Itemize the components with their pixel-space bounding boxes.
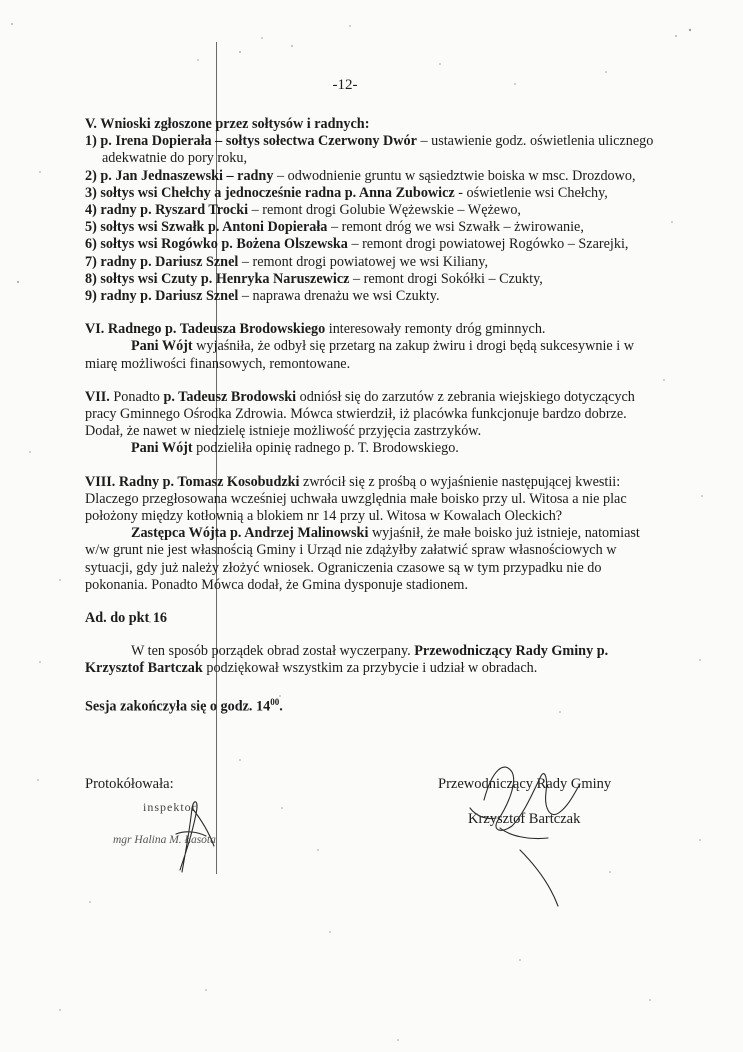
proposal-item-2: 2) p. Jan Jednaszewski – radny – odwodnienie gruntu w sąsiedztwie boiska w msc. Drozdowo, [85,167,636,184]
section-8-paragraph: VIII. Radny p. Tomasz Kosobudzki zwrócił się z prośbą o wyjaśnienie następującej kwestii: Dlaczego przegłosowana wcześniej uchwała uwzględnia małe boisko przy ul. Witosa a nie plac położony między kotłownią a blokiem nr 14 przy ul. Witosa w Kowalach Oleckich? [85,473,627,525]
page-number: -12- [332,77,358,93]
stamp-inspector-title: inspektor [143,800,197,814]
section-6-paragraph: VI. Radnego p. Tadeusza Brodowskiego interesowały remonty dróg gminnych. [85,321,546,338]
proposal-item-6: 6) sołtys wsi Rogówko p. Bożena Olszewska – remont drogi powiatowej Rogówko – Szarejki, [85,236,629,253]
section-8-reply: Zastępca Wójta p. Andrzej Malinowski wyjaśnił, że małe boisko już istnieje, natomiast w/w grunt nie jest własnością Gminy i Urząd nie zdążyłby załatwić spraw własnościowych w sytuacji, gdy już należy złożyć wniosek. Ograniczenia czasowe są w tym przypadku nie do pokonania. Ponadto Mówca dodał, że Gmina dysponuje stadionem. [85,525,640,593]
chair-signature [470,767,580,906]
section-7-paragraph: VII. Ponadto p. Tadeusz Brodowski odniósł się do zarzutów z zebrania wiejskiego dotyczących pracy Gminnego Ośrodka Zdrowia. Mówca stwierdził, iż placówka funkcjonuje bardzo dobrze. Dodał, że nawet w niedzielę istnieje możliwość przyjęcia zastrzyków. [85,388,635,440]
chair-title: Przewodniczący Rady Gminy [438,776,612,792]
proposal-item-3: 3) sołtys wsi Chełchy a jednocześnie radna p. Anna Zubowicz - oświetlenie wsi Chełchy, [85,184,608,201]
recorder-signature [176,802,214,872]
agenda-point-heading: Ad. do pkt 16 [85,610,168,627]
section-6-reply: Pani Wójt wyjaśniła, że odbył się przetarg na zakup żwiru i drogi będą sukcesywnie i w miarę możliwości finansowych, remontowane. [85,338,635,372]
chair-name: Krzysztof Bartczak [468,811,581,827]
proposal-item-8: 8) sołtys wsi Czuty p. Henryka Naruszewicz – remont drogi Sokółki – Czukty, [85,270,543,287]
proposal-item-1: 1) p. Irena Dopierała – sołtys sołectwa Czerwony Dwór – ustawienie godz. oświetlenia ulicznego adekwatnie do pory roku, [85,133,654,167]
session-end-line: Sesja zakończyła się o godz. $14^{00}$. [85,696,283,715]
stamp-recorder-name: mgr Halina M. Łasota [113,834,216,846]
section-5-heading: V. Wnioski zgłoszone przez sołtysów i radnych: [85,116,370,132]
recorder-label: Protokółowała: [85,776,174,792]
proposal-item-5: 5) sołtys wsi Szwałk p. Antoni Dopierała – remont dróg we wsi Szwałk – żwirowanie, [85,219,584,236]
closing-paragraph: W ten sposób porządek obrad został wyczerpany. Przewodniczący Rady Gminy p. Krzysztof Bartczak podziękował wszystkim za przybycie i udział w obradach. [85,643,609,677]
proposal-item-9: 9) radny p. Dariusz Sznel – naprawa drenażu we wsi Czukty. [85,288,440,305]
proposal-item-4: 4) radny p. Ryszard Trocki – remont drogi Golubie Wężewskie – Wężewo, [85,202,521,219]
proposal-item-7: 7) radny p. Dariusz Sznel – remont drogi powiatowej we wsi Kiliany, [85,253,488,270]
section-7-reply: Pani Wójt podzieliła opinię radnego p. T. Brodowskiego. [131,440,459,457]
